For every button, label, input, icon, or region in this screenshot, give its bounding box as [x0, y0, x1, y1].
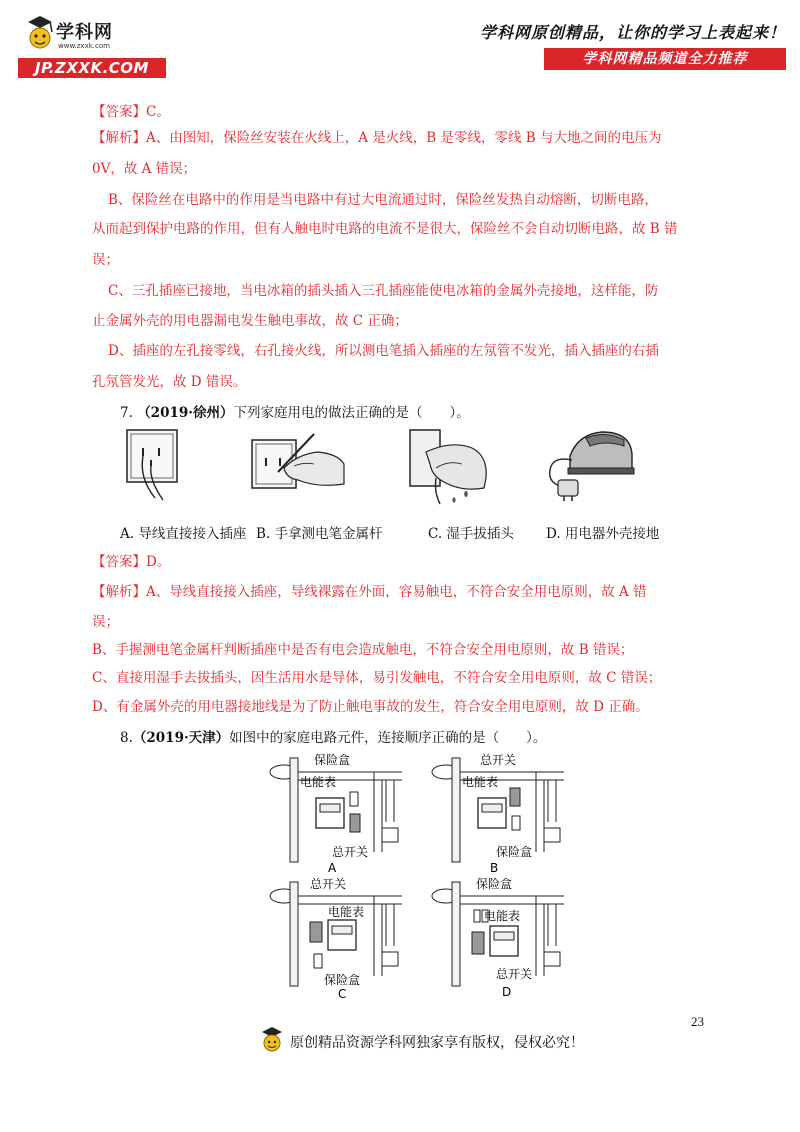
- diagram-b-letter: B: [490, 861, 499, 875]
- wet-hand-unplugging-picture: [406, 426, 490, 506]
- q7-analysis-line: 【解析】A、导线直接接入插座，导线裸露在外面，容易触电，不符合安全用电原则，故 A 错: [92, 584, 647, 600]
- circuit-diagram-c: [262, 876, 412, 1000]
- header-slogan: 学科网原创精品，让你的学习上表起来！: [479, 23, 786, 42]
- hand-on-tester-metal-picture: [248, 428, 348, 498]
- diagram-a-letter: A: [328, 861, 337, 875]
- diagram-b-label-meter: 电能表: [462, 775, 499, 789]
- q7-answer: 【答案】D。: [92, 554, 171, 570]
- q7-option-d: D. 用电器外壳接地: [546, 526, 660, 542]
- q7-stem: [120, 403, 740, 423]
- mascot-icon: [24, 12, 56, 56]
- site-logo: [14, 10, 164, 76]
- q7-analysis-line: C、直接用湿手去拔插头，因生活用水是导体，易引发触电，不符合安全用电原则，故 C 错误；: [92, 670, 662, 686]
- logo-domain: JP.ZXXK.COM: [18, 58, 166, 78]
- q7-number: 7.: [120, 405, 133, 421]
- q7-source: （2019·徐州）: [137, 405, 234, 421]
- diagram-c-label-fuse: 保险盒: [324, 973, 361, 987]
- logo-url: www.zxxk.com: [58, 42, 110, 50]
- q7-analysis-line: B、手握测电笔金属杆判断插座中是否有电会造成触电，不符合安全用电原则，故 B 错误；: [92, 642, 634, 658]
- circuit-diagram-d: [424, 876, 574, 1000]
- q6-analysis-line: 【解析】A、由图知，保险丝安装在火线上，A 是火线，B 是零线，零线 B 与大地之间的电压为: [92, 130, 662, 146]
- circuit-diagram-a: [262, 752, 412, 876]
- diagram-d-letter: D: [502, 985, 512, 999]
- mascot-icon: [260, 1024, 284, 1054]
- q7-analysis-line: D、有金属外壳的用电器接地线是为了防止触电事故的发生，符合安全用电原则，故 D 正确。: [92, 699, 649, 715]
- q7-option-c: C. 湿手拔插头: [428, 526, 514, 542]
- diagram-b-label-fuse: 保险盒: [496, 845, 533, 859]
- logo-name: 学科网: [56, 22, 113, 43]
- diagram-c-label-meter: 电能表: [328, 905, 365, 919]
- q6-analysis-line: C、三孔插座已接地，当电冰箱的插头插入三孔插座能使电冰箱的金属外壳接地，这样能，防: [108, 283, 659, 299]
- q8-stem: [120, 728, 740, 748]
- q8-source: （2019·天津）: [132, 730, 230, 746]
- q7-option-a: A. 导线直接接入插座: [120, 526, 247, 542]
- diagram-a-label-fuse: 保险盒: [314, 753, 351, 767]
- q6-analysis-line: 0V，故 A 错误；: [92, 161, 197, 177]
- header-recommend-banner: 学科网精品频道全力推荐: [544, 48, 786, 70]
- q8-number: 8.: [120, 730, 133, 746]
- q6-analysis-line: 孔氖管发光，故 D 错误。: [92, 374, 247, 390]
- q6-analysis-line: 止金属外壳的用电器漏电发生触电事故，故 C 正确；: [92, 313, 408, 329]
- diagram-d-label-meter: 电能表: [484, 909, 521, 923]
- diagram-a-label-switch: 总开关: [332, 845, 369, 859]
- q8-text: 如图中的家庭电路元件，连接顺序正确的是（ ）。: [229, 730, 547, 746]
- q7-option-b: B. 手拿测电笔金属杆: [256, 526, 383, 542]
- socket-with-bare-wires-picture: [125, 428, 181, 506]
- circuit-diagram-b: [424, 752, 574, 876]
- q6-analysis-line: D、插座的左孔接零线，右孔接火线，所以测电笔插入插座的左氖管不发光，插入插座的右插: [108, 343, 659, 359]
- footer-copyright: 原创精品资源学科网独家享有版权，侵权必究！: [290, 1035, 584, 1051]
- diagram-d-label-fuse: 保险盒: [476, 877, 513, 891]
- q6-analysis-line: 误；: [92, 252, 119, 268]
- diagram-d-label-switch: 总开关: [496, 967, 533, 981]
- q7-analysis-line: 误；: [92, 614, 119, 630]
- diagram-c-label-switch: 总开关: [310, 877, 347, 891]
- grounded-iron-picture: [540, 426, 636, 502]
- diagram-a-label-meter: 电能表: [300, 775, 337, 789]
- q6-analysis-line: B、保险丝在电路中的作用是当电路中有过大电流通过时，保险丝发热自动熔断，切断电路，: [108, 192, 658, 208]
- q6-analysis-line: 从而起到保护电路的作用，但有人触电时电路的电流不是很大，保险丝不会自动切断电路，故 B 错: [92, 221, 678, 237]
- diagram-b-label-switch: 总开关: [480, 753, 517, 767]
- q6-answer: 【答案】C。: [92, 104, 170, 120]
- page-number: 23: [691, 1014, 704, 1029]
- q7-text: 下列家庭用电的做法正确的是（ ）。: [233, 405, 470, 421]
- diagram-c-letter: C: [338, 987, 347, 1000]
